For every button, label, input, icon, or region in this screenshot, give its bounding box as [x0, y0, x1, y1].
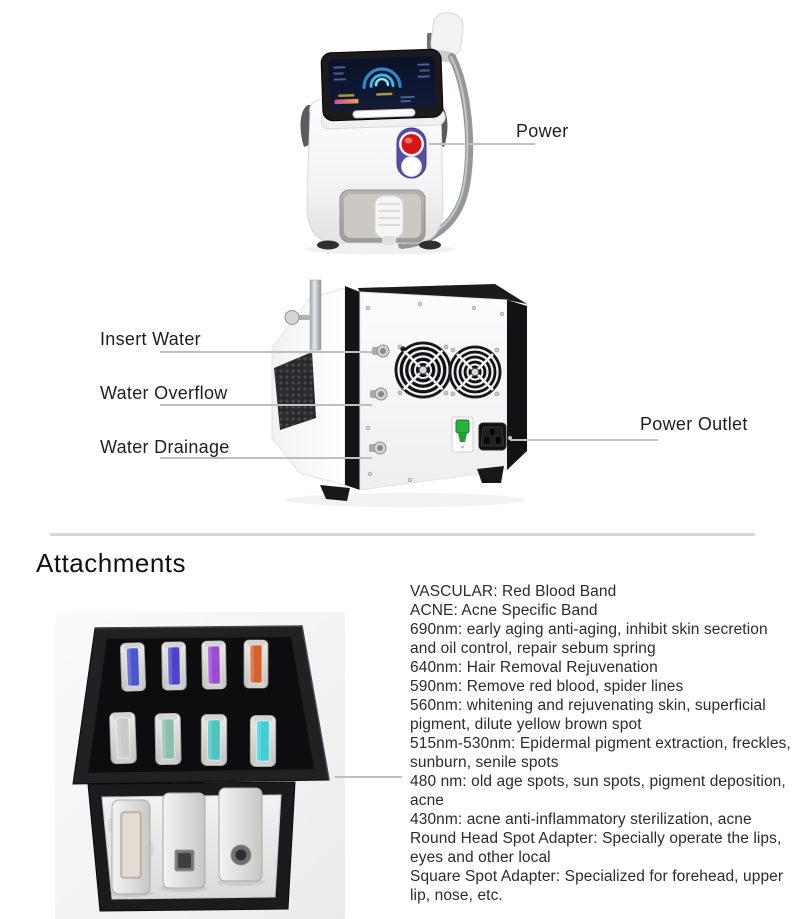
filter-slide-7 — [201, 715, 226, 766]
attachments-description — [410, 582, 798, 905]
touchscreen — [319, 49, 446, 129]
insert-water-label: Insert Water — [100, 329, 201, 349]
cooling-fan-right — [449, 346, 501, 398]
power-label: Power — [516, 121, 569, 141]
circuit-breaker — [452, 417, 473, 452]
attachment-description-item: 480 nm: old age spots, sun spots, pigment deposition, acne — [410, 773, 786, 809]
filter-slide-2 — [162, 642, 187, 690]
screw-knob — [285, 311, 299, 325]
water-overflow-label: Water Overflow — [100, 383, 228, 403]
attachment-description-item: 515nm-530nm: Epidermal pigment extraction, freckles, sunburn, senile spots — [410, 735, 791, 771]
water-drainage-label: Water Drainage — [100, 437, 230, 457]
machine-front-photo — [280, 5, 480, 255]
power-button-group — [397, 128, 426, 178]
handle-rod — [310, 280, 321, 350]
power-leader-line — [429, 143, 535, 145]
attachment-description-item: Square Spot Adapter: Specialized for forehead, upper lip, nose, etc. — [410, 868, 784, 904]
screen-base-slot — [353, 109, 415, 118]
attachment-description-item: VASCULAR: Red Blood Band — [410, 583, 617, 600]
front-right-foot — [419, 241, 441, 250]
attachment-description-item: 640nm: Hair Removal Rejuvenation — [410, 659, 658, 676]
filter-slide-1 — [120, 643, 146, 692]
front-left-foot — [317, 241, 339, 250]
water-overflow-leader-line — [160, 404, 372, 406]
right-black-strip — [507, 300, 527, 470]
attachments-leader-line — [335, 776, 402, 778]
filter-slide-4 — [244, 640, 268, 688]
adapter-drawer — [88, 782, 295, 911]
filter-slide-8 — [250, 716, 275, 767]
power-button-highlight — [405, 138, 413, 144]
attachment-description-item: 560nm: whitening and rejuvenating skin, superficial pigment, dilute yellow brown spot — [410, 697, 766, 733]
round-hole-adapter — [217, 788, 265, 886]
standby-button-white — [402, 157, 422, 177]
attachment-description-item: 590nm: Remove red blood, spider lines — [410, 678, 684, 695]
attachment-description-item: 690nm: early aging anti-aging, inhibit skin secretion and oil control, repair sebum spring — [410, 621, 768, 657]
square-spot-adapter — [108, 800, 154, 897]
attachments-heading: Attachments — [36, 548, 187, 578]
power-outlet-leader-line — [510, 439, 658, 441]
filter-slide-6 — [155, 713, 181, 764]
filter-slide-3 — [202, 641, 227, 689]
power-button-red — [402, 134, 422, 154]
attachment-description-item: Round Head Spot Adapter: Specially operate the lips, eyes and other local — [410, 830, 782, 866]
filter-tray — [73, 626, 329, 784]
insert-water-leader-line — [160, 351, 372, 353]
power-outlet-label: Power Outlet — [640, 414, 748, 434]
attachments-case-photo — [55, 612, 345, 919]
machine-back-photo — [260, 278, 545, 508]
floor-shadow — [285, 493, 525, 507]
square-hole-adapter — [160, 793, 208, 892]
filter-slide-5 — [109, 712, 136, 764]
attachment-description-item: 430nm: acne anti-inflammatory sterilization, acne — [410, 811, 752, 828]
left-black-strip — [345, 286, 360, 490]
section-divider — [50, 533, 755, 536]
handpiece-dock — [340, 190, 425, 245]
attachment-description-item: ACNE: Acne Specific Band — [410, 602, 598, 619]
water-drainage-leader-line — [160, 457, 372, 459]
screen-energy-bar — [334, 99, 358, 104]
